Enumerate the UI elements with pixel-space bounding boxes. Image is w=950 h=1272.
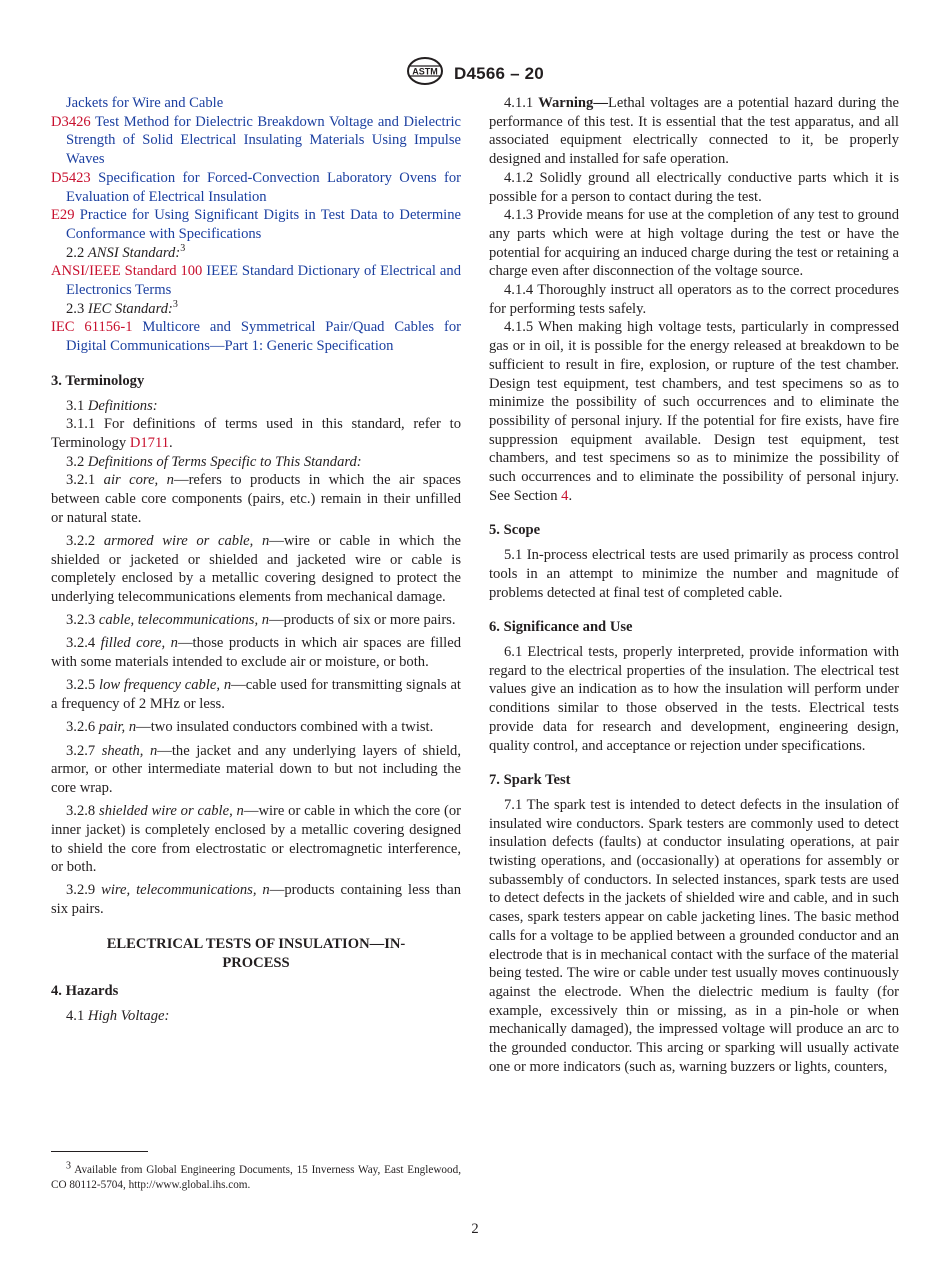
reference-code[interactable]: E29 <box>51 207 75 224</box>
left-column <box>51 94 461 1026</box>
reference-title[interactable]: Multicore and Symmetrical Pair/Quad Cables for Digital Communications—Part 1: Generic Specification <box>66 319 461 355</box>
page-number: 2 <box>471 1221 479 1237</box>
definition: 3.2.2 armored wire or cable, n—wire or cable in which the shielded or jacketed or shielded and jacketed wire or cable is completely enclosed by a metallic covering designed to protect the underlying telecommunications elements from mechanical damage. <box>51 532 461 606</box>
page-header <box>0 56 950 91</box>
paragraph: 5.1 In-process electrical tests are used primarily as process control tools in an attempt to minimize the number and magnitude of problems detected at final test of completed cable. <box>489 547 899 601</box>
paragraph: 4.1.5 When making high voltage tests, particularly in compressed gas or in oil, it is possible for the energy released at breakdown to be sufficient to result in fire, explosion, or rupture of the test chamber. Design test equipment, test chambers, and test specimens so as to minimize the possibility of such occurrences and to eliminate the possibility of personal injury. If the potential for fire exists, have fire suppression equipment available. Design test equipment, test chambers, and test specimens so as to minimize the possibility of such occurrences and to eliminate the possibility of personal injury. See Section 4. <box>489 319 899 504</box>
reference-title[interactable]: IEEE Standard Dictionary of Electrical and Electronics Terms <box>66 263 461 299</box>
reference-item <box>51 94 461 113</box>
paragraph: 7.1 The spark test is intended to detect defects in the insulation of insulated wire conductors. Spark testers are commonly used to detect insulation defects (faults) at conductor insulating operations, at pair twisting operations, and (occasionally) at operations for assembly or subassembly of conductors. In selected instances, spark tests are used to detect defects in the jackets of shielded wire and cable, and in such cases, spark testers appear on cable jacketing lines. The basic method calls for a voltage to be applied between a grounded conductor and an electrode that is in mechanical contact with the surface of the material being tested. The wire or cable under test usually moves continuously against the electrode. When the dielectric medium is faulty (for example, excessively thin or missing, as in a pin-hole or when mechanically damaged), the impressed voltage will produce an arc to the grounded conductor. This arcing or sparking will usually activate one or more indicators (such as, warning buzzers or lights, counters, <box>489 796 899 1075</box>
definition: 3.2.1 air core, n—refers to products in which the air spaces between cable core components (pairs, etc.) remain in their unfilled or natural state. <box>51 472 461 526</box>
reference-code[interactable]: IEC 61156-1 <box>51 319 133 336</box>
paragraph: 4.1.3 Provide means for use at the completion of any test to ground any parts which were at high voltage during the test or have the potential for acquiring an induced charge during the test or retaining a charge even after disconnection of the voltage source. <box>489 207 899 280</box>
subheading-ansi: 2.2 ANSI Standard:$^3$ <box>66 242 186 261</box>
subheading-iec: 2.3 IEC Standard:$^3$ <box>66 298 178 317</box>
reference-item <box>51 262 461 299</box>
paragraph: 3.1.1 For definitions of terms used in this standard, refer to Terminology D1711. <box>51 416 461 451</box>
reference-item <box>51 206 461 243</box>
paragraph: 3.1 Definitions: <box>66 397 158 414</box>
reference-item <box>51 169 461 206</box>
reference-title[interactable]: Test Method for Dielectric Breakdown Voltage and Dielectric Strength of Solid Electrical Insulating Materials Using Impulse Waves <box>66 113 461 168</box>
definition: 3.2.7 sheath, n—the jacket and any underlying layers of shield, armor, or other intermediate material down to but not including the core wrap. <box>51 742 461 796</box>
section-heading-hazards: 4. Hazards <box>51 983 119 1000</box>
section-link[interactable]: 4 <box>561 487 569 504</box>
paragraph: 6.1 Electrical tests, properly interpreted, provide information with regard to the electrical properties of the insulation. The electrical test values give an indication as to how the insulation will perform under conditions similar to those observed in the tests. Electrical tests provide data for research and development, engineering design, quality control, and acceptance or rejection under specifications. <box>489 643 899 754</box>
right-column <box>489 94 899 1076</box>
reference-code[interactable]: ANSI/IEEE Standard 100 <box>51 263 203 280</box>
section-heading-significance: 6. Significance and Use <box>489 619 633 636</box>
paragraph: 4.1.1 Warning—Lethal voltages are a potential hazard during the performance of this test. It is essential that the test apparatus, and all associated equipment electrically connected to it, be properly designed and installed for safe operation. <box>489 95 899 168</box>
reference-code[interactable]: D5423 <box>51 169 91 186</box>
definition: 3.2.4 filled core, n—those products in which air spaces are filled with some materials intended to exclude air or moisture, or both. <box>51 635 462 671</box>
standard-code: D4566 – 20 <box>454 63 544 83</box>
paragraph: 4.1.4 Thoroughly instruct all operators as to the correct procedures for performing tests safely. <box>489 282 899 317</box>
reference-item <box>51 318 461 355</box>
section-heading-scope: 5. Scope <box>489 522 541 539</box>
reference-code[interactable]: D3426 <box>51 113 91 130</box>
svg-text:ASTM: ASTM <box>412 66 438 77</box>
definition: 3.2.8 shielded wire or cable, n—wire or cable in which the core (or inner jacket) is completely enclosed by a metallic covering designed to shield the core from electrostatic or electromagnetic interference, or both. <box>51 803 461 876</box>
paragraph: 4.1 High Voltage: <box>66 1007 170 1024</box>
reference-link[interactable]: D1711 <box>129 434 170 451</box>
definition: 3.2.5 low frequency cable, n—cable used for transmitting signals at a frequency of 2 MHz or less. <box>51 677 461 713</box>
definition: 3.2.9 wire, telecommunications, n—products containing less than six pairs. <box>51 882 461 918</box>
part-heading: ELECTRICAL TESTS OF INSULATION—IN- PROCESS <box>106 935 406 971</box>
paragraph: 4.1.2 Solidly ground all electrically conductive parts which it is possible for a person to contact during the test. <box>489 169 899 205</box>
footnote-divider <box>51 1151 148 1152</box>
section-heading-terminology: 3. Terminology <box>51 372 145 389</box>
reference-title[interactable]: Practice for Using Significant Digits in Test Data to Determine Conformance with Specifications <box>66 207 461 242</box>
reference-item <box>51 113 461 169</box>
reference-title[interactable]: Specification for Forced-Convection Laboratory Ovens for Evaluation of Electrical Insulation <box>66 169 461 205</box>
section-heading-spark-test: 7. Spark Test <box>489 772 571 789</box>
definition: 3.2.3 cable, telecommunications, n—products of six or more pairs. <box>66 612 456 629</box>
definition: 3.2.6 pair, n—two insulated conductors combined with a twist. <box>66 719 434 736</box>
paragraph: 3.2 Definitions of Terms Specific to This Standard: <box>66 453 362 470</box>
footnote: $^3$ Available from Global Engineering Documents, 15 Inverness Way, East Englewood, CO 80112-5704, http://www.global.ihs.com. <box>51 1160 461 1191</box>
astm-logo-icon <box>406 56 444 91</box>
reference-title[interactable]: Jackets for Wire and Cable <box>66 95 224 111</box>
